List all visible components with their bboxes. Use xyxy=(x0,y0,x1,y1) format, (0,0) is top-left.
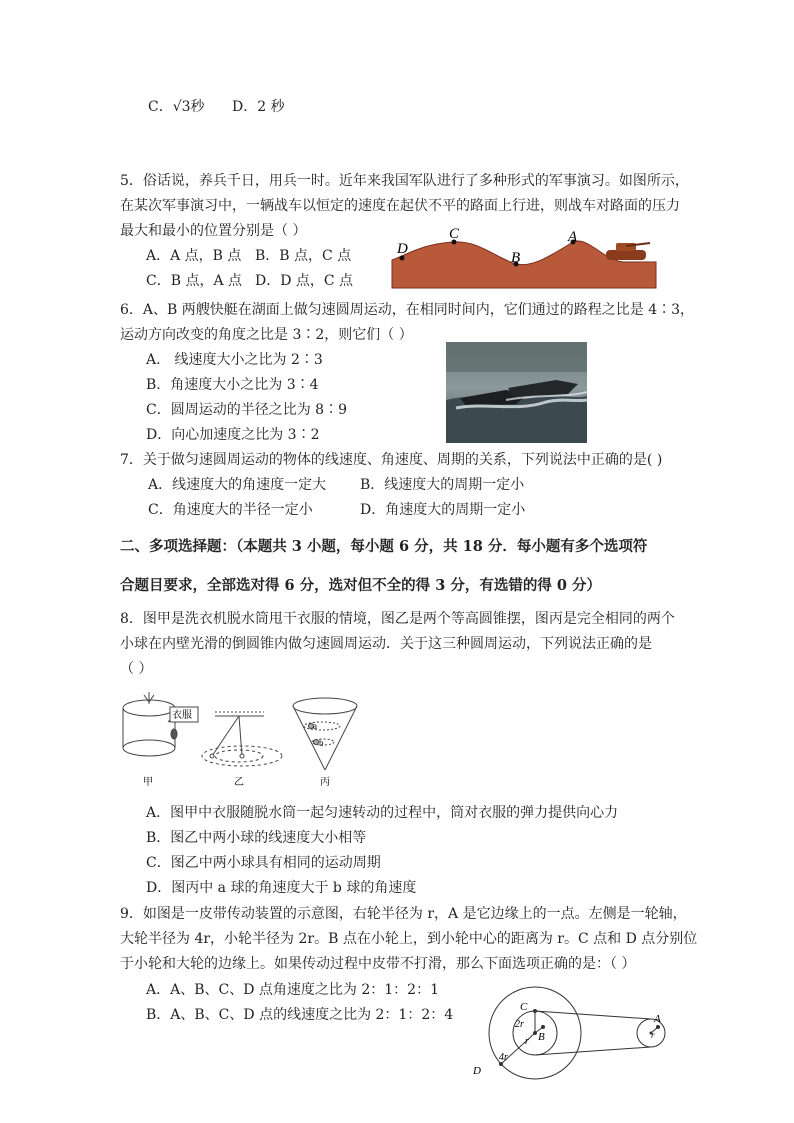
section2-heading-line1: 二、多项选择题：（本题共 3 小题，每小题 6 分，共 18 分．每小题有多个选项符 xyxy=(120,538,648,555)
cone-figure xyxy=(293,698,357,770)
q5-option-a: A．A 点，B 点 xyxy=(146,248,242,264)
q5-option-b: B．B 点，C 点 xyxy=(255,248,352,264)
label-r-right: r xyxy=(651,1030,655,1040)
label-b: B xyxy=(511,250,521,266)
q8-option-a: A．图甲中衣服随脱水筒一起匀速转动的过程中，筒对衣服的弹力提供向心力 xyxy=(146,805,619,821)
label-yi: 乙 xyxy=(234,777,244,788)
label-r: r xyxy=(525,1036,529,1047)
q9-stem-line2: 大轮半径为 4r，小轮半径为 2r。B 点在小轮上，到小轮中心的距离为 r。C 点和 D 点分别位 xyxy=(120,931,698,947)
q6-option-b: B．角速度大小之比为 3∶4 xyxy=(146,377,319,393)
belt-top xyxy=(535,1011,651,1019)
q8-stem-line3: （ ） xyxy=(120,661,153,677)
q9-stem-line1: 9．如图是一皮带传动装置的示意图，右轮半径为 r，A 是它边缘上的一点。左侧是一轮轴， xyxy=(120,906,687,922)
q6-option-a: A. 线速度大小之比为 2∶3 xyxy=(146,352,323,368)
q6-boats-photo xyxy=(446,342,587,443)
drum-figure xyxy=(123,692,198,756)
label-b: B xyxy=(538,1031,545,1043)
q8-option-d: D．图丙中 a 球的角速度大于 b 球的角速度 xyxy=(146,880,417,896)
q7-option-c: C．角速度大的半径一定小 xyxy=(148,502,313,518)
q5-option-c: C．B 点，A 点 xyxy=(146,273,243,289)
q7-option-a: A．线速度大的角速度一定大 xyxy=(148,477,327,493)
q9-option-b: B．A、B、C、D 点的线速度之比为 2：1：2：4 xyxy=(146,1007,454,1023)
label-a-ball: a xyxy=(313,721,317,731)
q6-option-d: D．向心加速度之比为 3∶2 xyxy=(146,427,320,443)
q5-terrain-figure xyxy=(388,224,660,290)
q8-option-c: C．图乙中两小球具有相同的运动周期 xyxy=(146,855,381,871)
q9-belt-figure xyxy=(465,982,675,1082)
q5-stem-line3: 最大和最小的位置分别是（ ） xyxy=(120,223,307,239)
label-jia: 甲 xyxy=(143,777,153,788)
q7-option-d: D．角速度大的周期一定小 xyxy=(360,502,526,518)
label-4r: 4r xyxy=(499,1052,508,1063)
q9-stem-line3: 于小轮和大轮的边缘上。如果传动过程中皮带不打滑，那么下面选项正确的是：（ ） xyxy=(120,956,636,972)
q5-stem-line2: 在某次军事演习中，一辆战车以恒定的速度在起伏不平的路面上行进，则战车对路面的压力 xyxy=(120,198,680,214)
belt-bottom xyxy=(535,1047,651,1055)
label-c: C xyxy=(520,1001,528,1013)
label-b-ball: b xyxy=(319,738,324,748)
q9-option-a: A．A、B、C、D 点角速度之比为 2：1：2：1 xyxy=(146,982,439,998)
pendulum-figure xyxy=(202,712,282,766)
label-a: A xyxy=(654,1013,661,1025)
tank-icon xyxy=(606,243,650,260)
q6-stem-line1: 6．A、B 两艘快艇在湖面上做匀速圆周运动，在相同时间内，它们通过的路程之比是 4∶3， xyxy=(120,302,695,318)
label-a: A xyxy=(568,229,578,245)
clothes-icon xyxy=(171,729,177,739)
label-bing: 丙 xyxy=(320,777,330,788)
q8-stem-line2: 小球在内壁光滑的倒圆锥内做匀速圆周运动．关于这三种圆周运动，下列说法正确的是 xyxy=(120,636,652,652)
q7-option-b: B．线速度大的周期一定小 xyxy=(360,477,525,493)
q8-figures xyxy=(112,690,372,790)
label-2r: 2r xyxy=(515,1019,524,1030)
q4-option-c: C．√3秒 xyxy=(148,99,205,115)
q4-option-d: D．2 秒 xyxy=(232,99,285,115)
q6-option-c: C．圆周运动的半径之比为 8∶9 xyxy=(146,402,347,418)
clothes-label: 衣服 xyxy=(172,710,192,721)
label-d: D xyxy=(473,1065,481,1077)
q8-option-b: B．图乙中两小球的线速度大小相等 xyxy=(146,830,367,846)
q6-stem-line2: 运动方向改变的角度之比是 3∶2，则它们（ ） xyxy=(120,327,413,343)
q7-stem: 7．关于做匀速圆周运动的物体的线速度、角速度、周期的关系，下列说法中正确的是( ) xyxy=(120,452,663,468)
section2-heading-line2: 合题目要求，全部选对得 6 分，选对但不全的得 3 分，有选错的得 0 分） xyxy=(120,577,602,594)
label-d: D xyxy=(397,241,408,257)
q5-option-d: D．D 点，C 点 xyxy=(255,273,354,289)
label-c: C xyxy=(449,226,460,242)
q8-stem-line1: 8．图甲是洗衣机脱水筒甩干衣服的情境，图乙是两个等高圆锥摆，图丙是完全相同的两个 xyxy=(120,611,675,627)
q5-stem-line1: 5．俗话说，养兵千日，用兵一时。近年来我国军队进行了多种形式的军事演习。如图所示， xyxy=(120,173,689,189)
